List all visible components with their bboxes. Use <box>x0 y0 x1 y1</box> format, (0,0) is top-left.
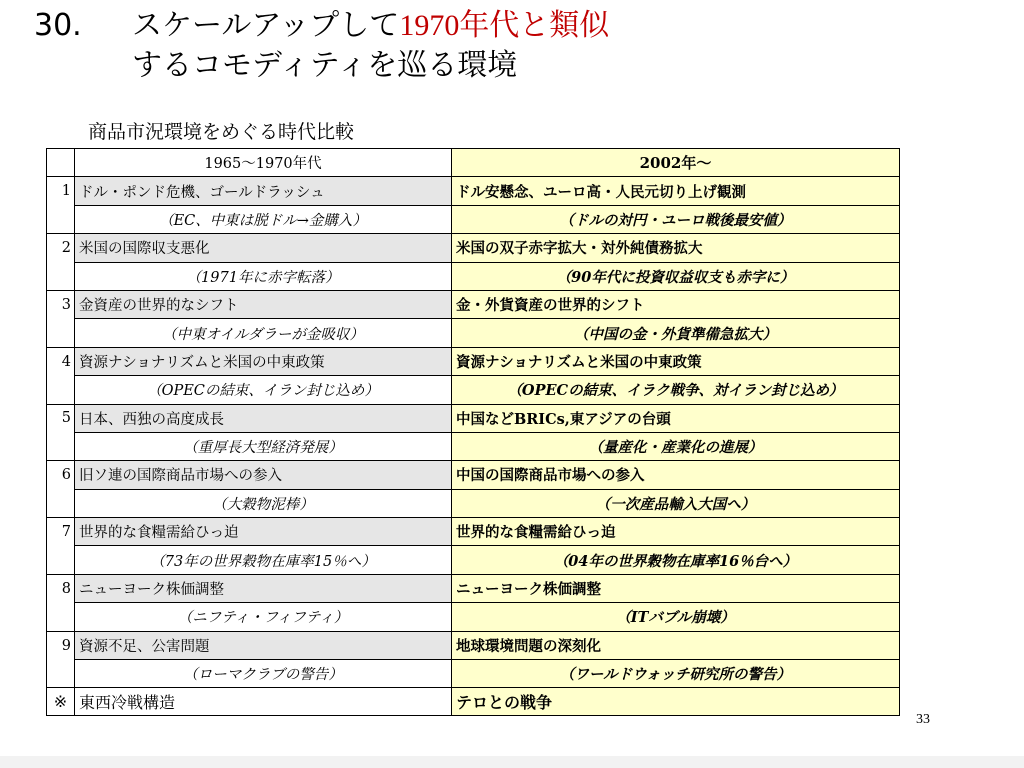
left-sub-cell: （1971年に赤字転落） <box>75 262 452 290</box>
title-line1-text: スケールアップして <box>132 8 400 43</box>
footer-band <box>0 756 1024 768</box>
right-main-cell: 資源ナショナリズムと米国の中東政策 <box>452 347 900 375</box>
table-row <box>47 603 900 631</box>
row-index-continuation <box>47 376 75 404</box>
title-line2: するコモディティを巡る環境 <box>132 48 518 83</box>
row-index-continuation <box>47 489 75 517</box>
left-main-cell: 旧ソ連の国際商品市場への参入 <box>75 461 452 489</box>
table-row <box>47 376 900 404</box>
right-sub-cell: （量産化・産業化の進展） <box>452 432 900 460</box>
header-right-cell: 2002年～ <box>452 149 900 177</box>
left-main-cell: 資源ナショナリズムと米国の中東政策 <box>75 347 452 375</box>
row-index-continuation <box>47 432 75 460</box>
left-sub-cell: （重厚長大型経済発展） <box>75 432 452 460</box>
left-main-cell: ニューヨーク株価調整 <box>75 574 452 602</box>
title-highlight: 年代と類似 <box>459 8 610 43</box>
row-index: 2 <box>47 234 75 262</box>
right-sub-cell: （OPECの結束、イラク戦争、対イラン封じ込め） <box>452 376 900 404</box>
left-main-cell: ドル・ポンド危機、ゴールドラッシュ <box>75 177 452 205</box>
row-index: 6 <box>47 461 75 489</box>
right-sub-cell: （中国の金・外貨準備急拡大） <box>452 319 900 347</box>
table-row <box>47 489 900 517</box>
row-index-continuation <box>47 603 75 631</box>
left-sub-cell: （ニフティ・フィフティ） <box>75 603 452 631</box>
title-year: 1970 <box>399 9 460 42</box>
right-main-cell: 金・外貨資産の世界的シフト <box>452 290 900 318</box>
left-sub-cell: （ローマクラブの警告） <box>75 660 452 688</box>
left-sub-cell: （中東オイルダラーが金吸収） <box>75 319 452 347</box>
table-row <box>47 461 900 489</box>
right-sub-cell: （ワールドウォッチ研究所の警告） <box>452 660 900 688</box>
left-sub-cell: （EC、中東は脱ドル→金購入） <box>75 205 452 233</box>
table-row <box>47 660 900 688</box>
left-main-cell: 資源不足、公害問題 <box>75 631 452 659</box>
row-index: 7 <box>47 518 75 546</box>
row-index: 4 <box>47 347 75 375</box>
table-row <box>47 574 900 602</box>
table-row <box>47 518 900 546</box>
right-sub-cell: （一次産品輸入大国へ） <box>452 489 900 517</box>
page-number: 33 <box>916 712 930 727</box>
row-index-continuation <box>47 660 75 688</box>
right-sub-cell: （04年の世界穀物在庫率16％台へ） <box>452 546 900 574</box>
row-index-continuation <box>47 205 75 233</box>
right-main-cell: 中国の国際商品市場への参入 <box>452 461 900 489</box>
title-number: 30. <box>34 8 82 43</box>
table-row <box>47 546 900 574</box>
row-index: 8 <box>47 574 75 602</box>
right-sub-cell: （ITバブル崩壊） <box>452 603 900 631</box>
table-row <box>47 404 900 432</box>
right-sub-cell: （90年代に投資収益収支も赤字に） <box>452 262 900 290</box>
row-index-note-mark: ※ <box>47 688 75 716</box>
table-row-cold-war <box>47 688 900 716</box>
row-index-continuation <box>47 319 75 347</box>
table-row <box>47 347 900 375</box>
table-row <box>47 319 900 347</box>
left-main-cell: 金資産の世界的なシフト <box>75 290 452 318</box>
left-sub-cell: （OPECの結束、イラン封じ込め） <box>75 376 452 404</box>
row-index-continuation <box>47 262 75 290</box>
row-index: 9 <box>47 631 75 659</box>
row-index-continuation <box>47 546 75 574</box>
right-main-cell: テロとの戦争 <box>452 688 900 716</box>
right-main-cell: ドル安懸念、ユーロ高・人民元切り上げ観測 <box>452 177 900 205</box>
right-main-cell: 中国などBRICs,東アジアの台頭 <box>452 404 900 432</box>
left-sub-cell: （73年の世界穀物在庫率15％へ） <box>75 546 452 574</box>
header-index-cell <box>47 149 75 177</box>
right-sub-cell: （ドルの対円・ユーロ戦後最安値） <box>452 205 900 233</box>
right-main-cell: ニューヨーク株価調整 <box>452 574 900 602</box>
header-left-cell: 1965～1970年代 <box>75 149 452 177</box>
right-main-cell: 地球環境問題の深刻化 <box>452 631 900 659</box>
left-sub-cell: （大穀物泥棒） <box>75 489 452 517</box>
left-main-cell: 世界的な食糧需給ひっ迫 <box>75 518 452 546</box>
table-row <box>47 234 900 262</box>
table-header-row <box>47 149 900 177</box>
right-main-cell: 米国の双子赤字拡大・対外純債務拡大 <box>452 234 900 262</box>
right-main-cell: 世界的な食糧需給ひっ迫 <box>452 518 900 546</box>
row-index: 5 <box>47 404 75 432</box>
table-caption: 商品市況環境をめぐる時代比較 <box>88 121 355 143</box>
comparison-table-body <box>47 149 900 716</box>
table-row <box>47 290 900 318</box>
left-main-cell: 東西冷戦構造 <box>75 688 452 716</box>
row-index: 1 <box>47 177 75 205</box>
table-row <box>47 432 900 460</box>
comparison-table <box>46 148 900 716</box>
row-index: 3 <box>47 290 75 318</box>
table-row <box>47 262 900 290</box>
left-main-cell: 日本、西独の高度成長 <box>75 404 452 432</box>
slide-title <box>34 6 994 86</box>
left-main-cell: 米国の国際収支悪化 <box>75 234 452 262</box>
table-row <box>47 631 900 659</box>
table-row <box>47 205 900 233</box>
table-row <box>47 177 900 205</box>
